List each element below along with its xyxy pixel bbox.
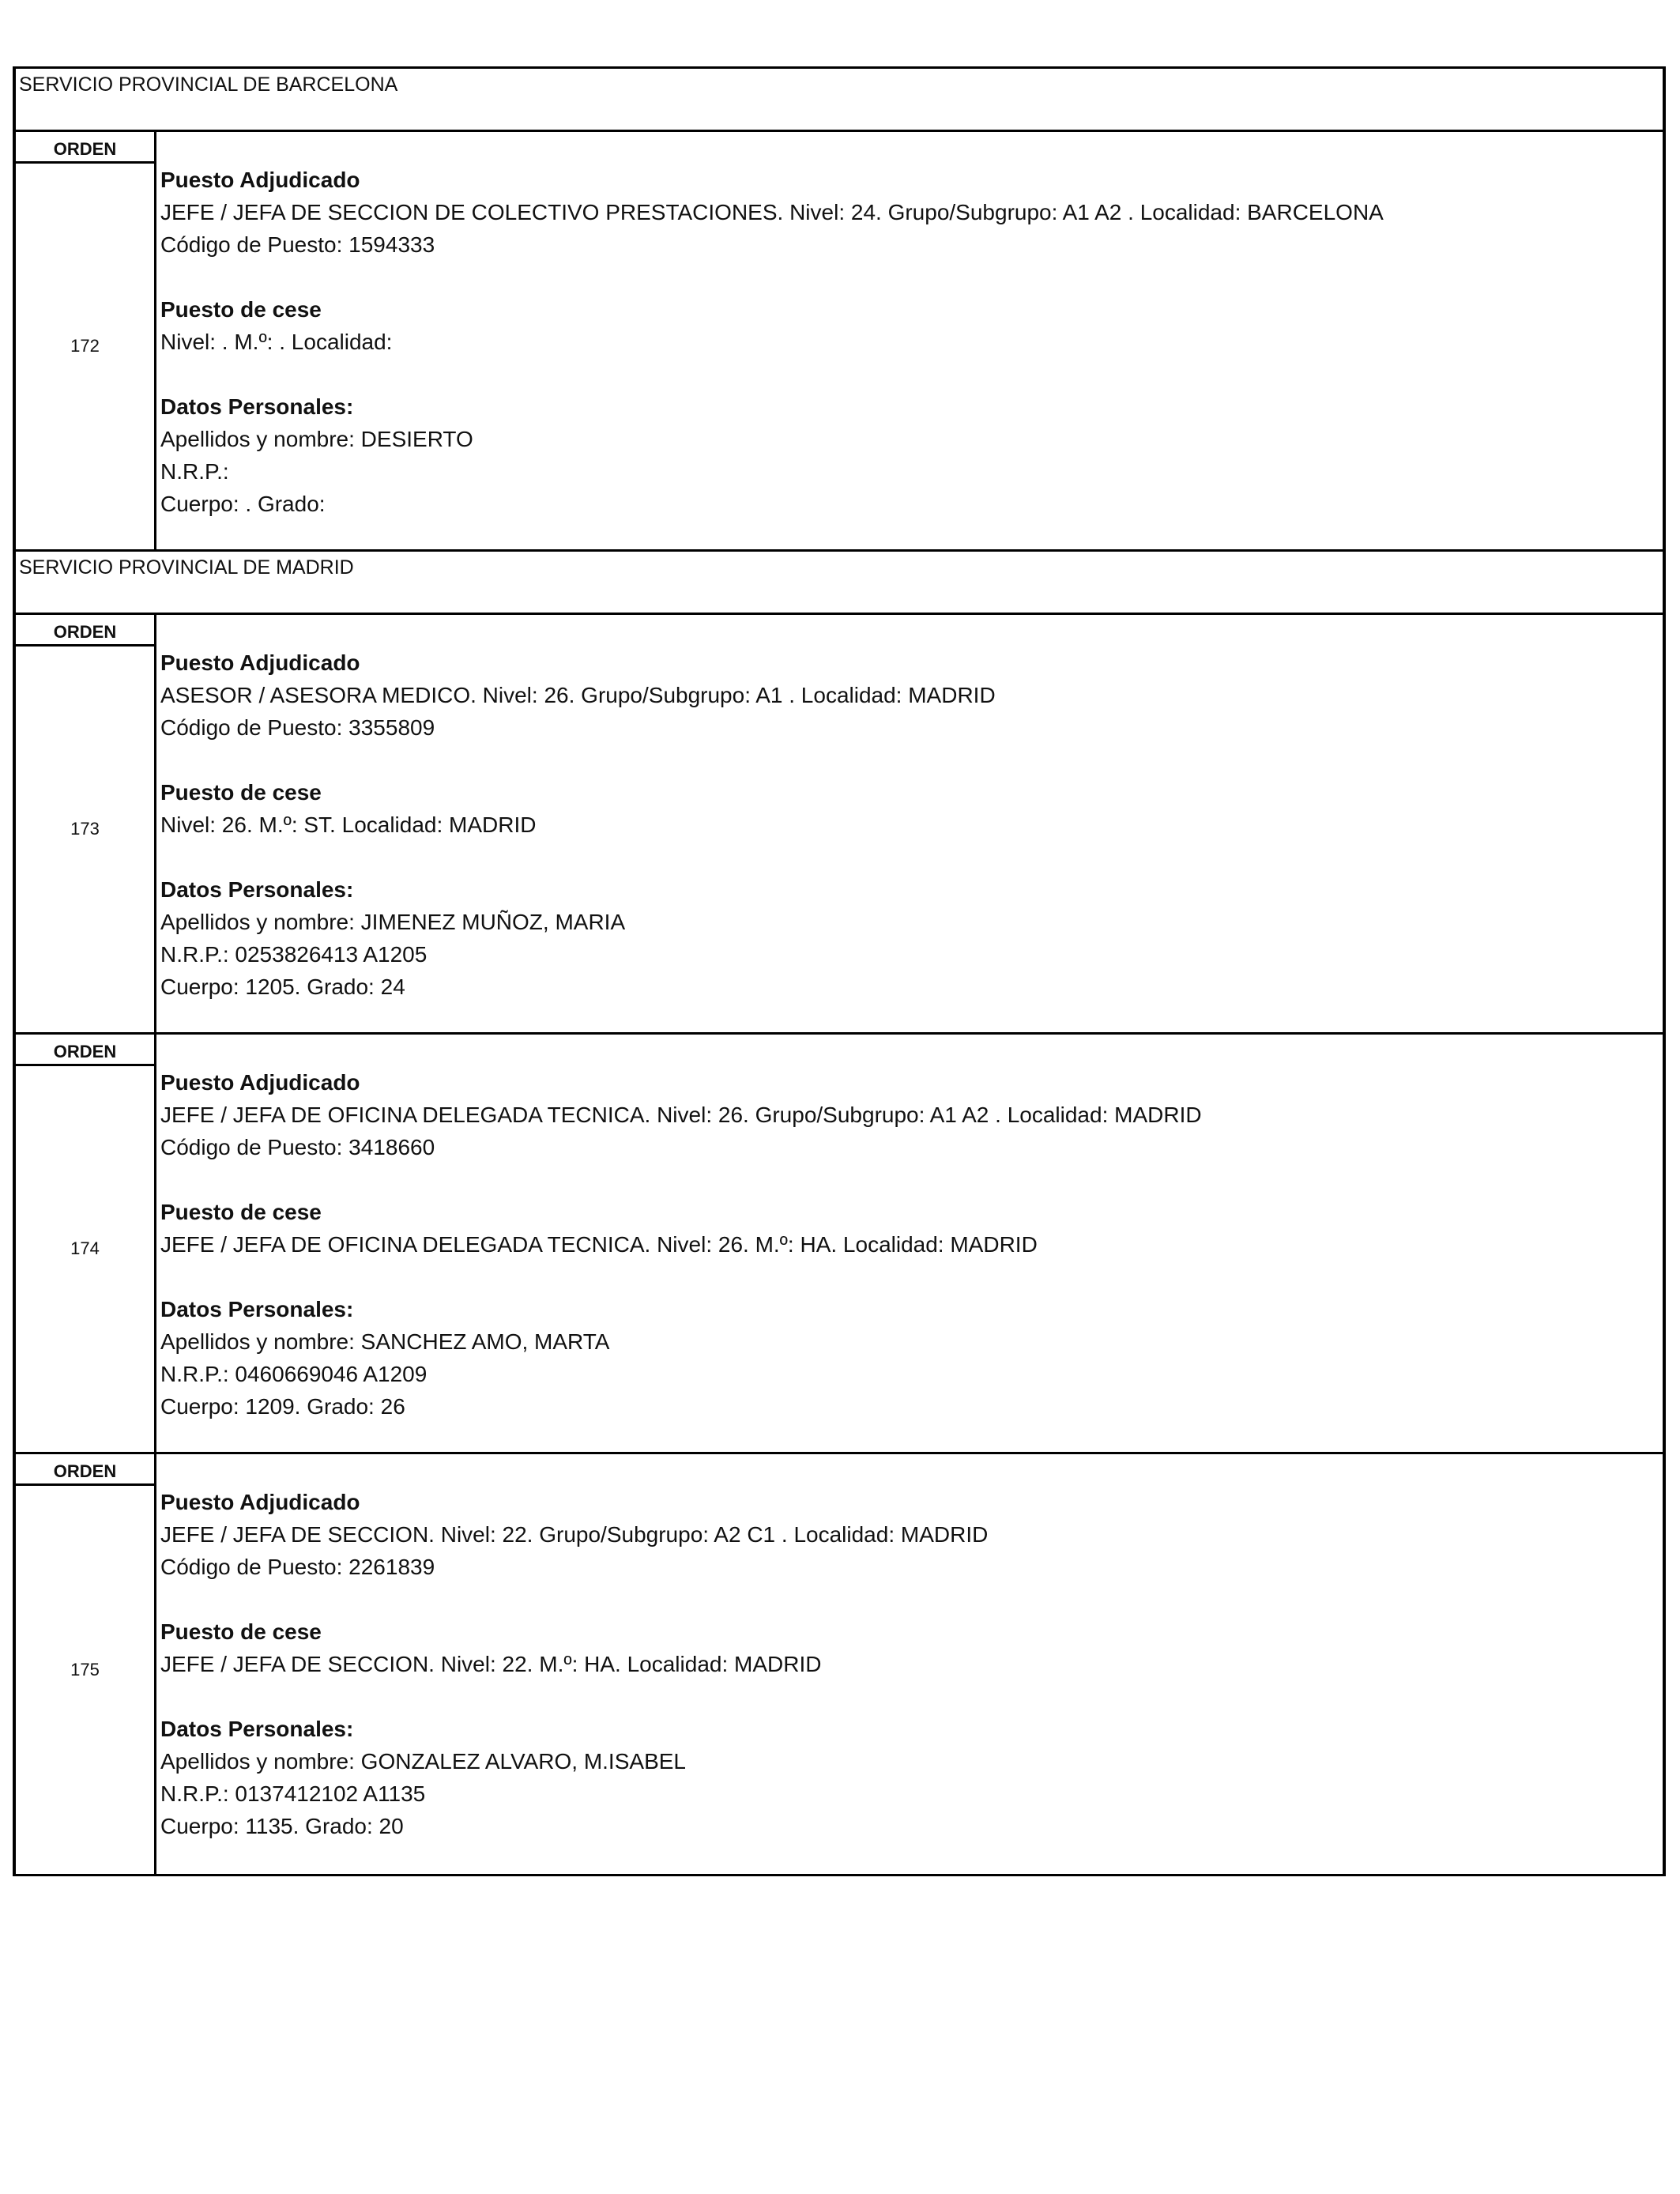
nrp-line: N.R.P.:	[160, 459, 229, 484]
order-label: ORDEN	[16, 1035, 154, 1066]
nrp-line: N.R.P.: 0253826413 A1205	[160, 942, 428, 967]
order-label: ORDEN	[16, 1454, 154, 1486]
nombre-line: Apellidos y nombre: JIMENEZ MUÑOZ, MARIA	[160, 910, 626, 934]
cese-line: Nivel: 26. M.º: ST. Localidad: MADRID	[160, 812, 537, 837]
order-number: 172	[70, 336, 100, 356]
cese-heading: Puesto de cese	[160, 297, 322, 322]
nombre-line: Apellidos y nombre: GONZALEZ ALVARO, M.ISABEL	[160, 1749, 686, 1774]
datos-heading: Datos Personales:	[160, 1717, 354, 1741]
cuerpo-line: Cuerpo: 1209. Grado: 26	[160, 1394, 405, 1419]
record-details	[156, 1035, 1663, 1452]
section-header-barcelona: SERVICIO PROVINCIAL DE BARCELONA	[16, 69, 1663, 132]
codigo-line: Código de Puesto: 3355809	[160, 715, 435, 740]
cese-line: JEFE / JEFA DE OFICINA DELEGADA TECNICA. Nivel: 26. M.º: HA. Localidad: MADRID	[160, 1232, 1038, 1257]
cuerpo-line: Cuerpo: 1205. Grado: 24	[160, 974, 405, 999]
nombre-line: Apellidos y nombre: DESIERTO	[160, 427, 473, 451]
nombre-line: Apellidos y nombre: SANCHEZ AMO, MARTA	[160, 1329, 610, 1354]
cuerpo-line: Cuerpo: . Grado:	[160, 492, 326, 516]
nrp-line: N.R.P.: 0460669046 A1209	[160, 1362, 428, 1386]
datos-heading: Datos Personales:	[160, 1297, 354, 1321]
record-row	[16, 132, 1663, 552]
cese-heading: Puesto de cese	[160, 1200, 322, 1224]
record-row	[16, 1454, 1663, 1874]
cese-heading: Puesto de cese	[160, 1619, 322, 1644]
adjudicado-line: JEFE / JEFA DE OFICINA DELEGADA TECNICA. Nivel: 26. Grupo/Subgrupo: A1 A2 . Localidad: MADRID	[160, 1103, 1202, 1127]
order-number: 174	[70, 1238, 100, 1258]
codigo-line: Código de Puesto: 2261839	[160, 1555, 435, 1579]
record-details	[156, 132, 1663, 549]
cese-line: Nivel: . M.º: . Localidad:	[160, 330, 393, 354]
record-row	[16, 1035, 1663, 1454]
adjudicado-line: ASESOR / ASESORA MEDICO. Nivel: 26. Grupo/Subgrupo: A1 . Localidad: MADRID	[160, 683, 996, 707]
nrp-line: N.R.P.: 0137412102 A1135	[160, 1781, 426, 1806]
record-details	[156, 615, 1663, 1032]
order-label: ORDEN	[16, 615, 154, 647]
order-number: 175	[70, 1659, 100, 1679]
codigo-line: Código de Puesto: 1594333	[160, 232, 435, 257]
adjudicado-heading: Puesto Adjudicado	[160, 650, 360, 675]
order-column	[16, 132, 156, 549]
cese-line: JEFE / JEFA DE SECCION. Nivel: 22. M.º: HA. Localidad: MADRID	[160, 1652, 822, 1676]
codigo-line: Código de Puesto: 3418660	[160, 1135, 435, 1159]
cese-heading: Puesto de cese	[160, 780, 322, 805]
adjudicado-heading: Puesto Adjudicado	[160, 168, 360, 192]
record-row	[16, 615, 1663, 1035]
order-number: 173	[70, 819, 100, 839]
record-details	[156, 1454, 1663, 1874]
adjudicado-heading: Puesto Adjudicado	[160, 1490, 360, 1514]
adjudicado-line: JEFE / JEFA DE SECCION DE COLECTIVO PRESTACIONES. Nivel: 24. Grupo/Subgrupo: A1 A2 . Localidad: BARCELONA	[160, 200, 1384, 224]
order-column	[16, 615, 156, 1032]
adjudicado-heading: Puesto Adjudicado	[160, 1070, 360, 1095]
order-label: ORDEN	[16, 132, 154, 164]
order-column	[16, 1454, 156, 1874]
datos-heading: Datos Personales:	[160, 877, 354, 902]
adjudicado-line: JEFE / JEFA DE SECCION. Nivel: 22. Grupo/Subgrupo: A2 C1 . Localidad: MADRID	[160, 1522, 989, 1547]
cuerpo-line: Cuerpo: 1135. Grado: 20	[160, 1814, 404, 1838]
datos-heading: Datos Personales:	[160, 394, 354, 419]
order-column	[16, 1035, 156, 1452]
section-header-madrid: SERVICIO PROVINCIAL DE MADRID	[16, 552, 1663, 615]
assignment-table	[13, 66, 1666, 1876]
